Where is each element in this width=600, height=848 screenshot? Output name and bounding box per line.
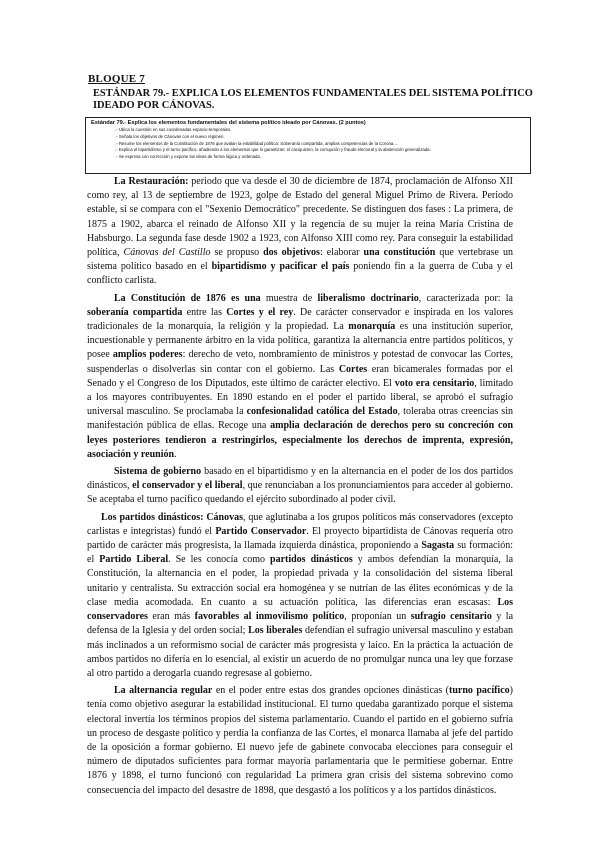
criteria-box bbox=[85, 117, 531, 174]
criteria-item: .- Resume los elementos de la Constitución de 1876 que avalan la estabilidad política: Soberanía compartida, amplias competencias de la Corona.... bbox=[115, 140, 399, 146]
block-heading: BLOQUE 7 bbox=[88, 73, 145, 85]
criteria-item: .- Ubica la cuestión en sus coordenadas espacio-temporales. bbox=[115, 127, 232, 132]
paragraph-sistema-gobierno: Sistema de gobierno basado en el bipartidismo y en la alternancia en el poder de los dos partidos dinásticos, el conservador y el liberal, que renunciaban a los pronunciamientos para acceder al gobierno. Se aceptaba el turno pacífico quedando el ejército subordinado al poder civil. bbox=[87, 466, 514, 506]
paragraph-constitucion: La Constitución de 1876 es una muestra de liberalismo doctrinario, caracterizada por: la soberanía compartida entre las Cortes y el rey. De carácter conservador e inspirada en los valores tradicionales de la monarquía, la religión y la propiedad. La monarquía es una institución superior, incuestionable y permanente árbitro en la vida política, garantiza la alternancia entre partidos políticos, y posee amplios poderes: derecho de veto, nombramiento de ministros y potestad de convocar las Cortes, suspenderlas o disolverlas sin contar con el gobierno. Las Cortes eran bicamerales formadas por el Senado y el Congreso de los Diputados, este último de carácter electivo. El voto era censitario, limitado a los mayores contribuyentes. En 1890 estando en el poder el partido liberal, se aprobó el sufragio universal masculino. Se proclamaba la confesionalidad católica del Estado, toleraba otras creencias sin manifestación pública de ellas. Recoge una amplia declaración de derechos pero su concreción con leyes posteriores tendieron a restringirlos, especialmente los derechos de imprenta, expresión, asociación y reunión. bbox=[87, 292, 514, 460]
body-text bbox=[87, 175, 513, 798]
criteria-item: .- Se expresa con corrección y expone las ideas de forma lógica y ordenada. bbox=[115, 154, 261, 160]
paragraph-alternancia: La alternancia regular en el poder entre estas dos grandes opciones dinásticas (turno pacífico) tenía como objetivo asegurar la estabilidad institucional. El turno quedaba garantizado porque el sistema electoral invertía los términos propios del sistema parlamentario. Cuando el partido en el gobierno sufría un proceso de desgaste político y perdía la confianza de las Cortes, el monarca llamaba al jefe del partido de la oposición a formar gobierno. El nuevo jefe de gabinete convocaba elecciones para conseguir el número de diputados suficientes para formar mayoría parlamentaria que le permitiese gobernar. Entre 1876 y 1898, el turno funcionó con regularidad La primera gran crisis del sistema sobrevino como consecuencia del impacto del desastre de 1898, que desgastó a los políticos y a los partidos dinásticos. bbox=[87, 685, 513, 796]
criteria-item: .- Señala los objetivos de Cánovas con el nuevo régimen. bbox=[115, 133, 225, 139]
standard-title: ESTÁNDAR 79.- EXPLICA LOS ELEMENTOS FUNDAMENTALES DEL SISTEMA POLÍTICO IDEADO POR CÁNOVAS. bbox=[93, 88, 533, 111]
criteria-heading: Estándar 79.- Explica los elementos fundamentales del sistema político ideado por Cánovas. (2 puntos) bbox=[91, 120, 366, 126]
criteria-item: .- Explica el bipartidismo y el turno pacífico, añadiendo a los elementos que lo garantizan: el caciquismo, la corrupción y fraude electoral y la abstención generalizada. bbox=[115, 147, 431, 153]
paragraph-partidos-dinasticos: Los partidos dinásticos: Cánovas, que aglutinaba a los grupos políticos más conservadores (excepto carlistas e integristas) fundó el Partido Conservador. El proyecto bipartidista de Cánovas requería otro partido de carácter más progresista, la llamada izquierda dinástica, proponiendo a Sagasta su formación: el Partido Liberal. Se les conocía como partidos dinásticos y ambos defendían la monarquía, la Constitución, la alternancia en el poder, la propiedad privada y la consolidación del sistema liberal unitario y centralista. Su extracción social era homogénea y se nutrían de las élites económicas y de la clase media acomodada. En cuanto a su actuación política, las diferencias eran escasas: Los conservadores eran más favorables al inmovilismo político, proponían un sufragio censitario y la defensa de la Iglesia y del orden social; Los liberales defendían el sufragio universal masculino y estaban más inclinados a un reformismo social de carácter más progresista y laico. En la práctica la actuación de ambos partidos no difería en lo esencial, al existir un acuerdo de no promulgar nunca una ley que forzase al otro partido a derogarla cuando regresase al gobierno. bbox=[87, 511, 514, 679]
paragraph-restauracion: La Restauración: periodo que va desde el 30 de diciembre de 1874, proclamación de Alfonso XII como rey, al 13 de septiembre de 1923, golpe de Estado del general Miguel Primo de Rivera. Periodo estable, si se compara con el "Sexenio Democrático" precedente. Se distinguen dos fases : La primera, de 1875 a 1902, abarca el reinado de Alfonso XII y la regencia de su mujer la reina María Cristina de Habsburgo. La segunda fase desde 1902 a 1923, con Alfonso XIII como rey. Para conseguir la estabilidad política, Cánovas del Castillo se propuso dos objetivos: elaborar una constitución que vertebrase un sistema político basado en el bipartidismo y pacificar el país poniendo fin a la guerra de Cuba y el conflicto carlista. bbox=[87, 176, 513, 287]
